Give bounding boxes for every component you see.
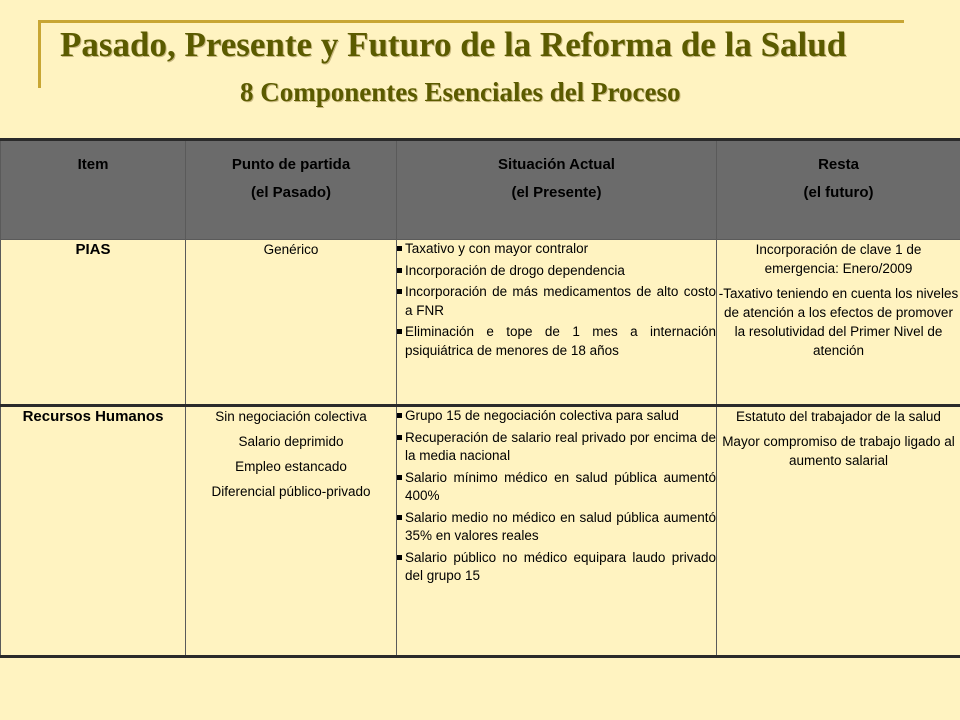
- row-item-label: PIAS: [1, 240, 186, 406]
- decorative-left-line: [38, 20, 41, 88]
- table-row: [1, 240, 960, 406]
- list-item: Salario medio no médico en salud pública aumentó 35% en valores reales: [397, 509, 716, 546]
- row-past-cell: Sin negociación colectiva Salario deprimido Empleo estancado Diferencial público-privado: [186, 406, 397, 657]
- list-item: Incorporación de más medicamentos de alto costo a FNR: [397, 283, 716, 320]
- row-present-cell: [397, 240, 717, 406]
- list-item: Taxativo y con mayor contralor: [397, 240, 716, 259]
- header-past: Punto de partida (el Pasado): [186, 140, 397, 240]
- row-present-cell: [397, 406, 717, 657]
- decorative-top-line: [38, 20, 904, 23]
- header-future: Resta (el futuro): [717, 140, 960, 240]
- table-row: [1, 406, 960, 657]
- list-item: Salario público no médico equipara laudo privado del grupo 15: [397, 549, 716, 586]
- header-present: Situación Actual (el Presente): [397, 140, 717, 240]
- row-item-label: Recursos Humanos: [1, 406, 186, 657]
- list-item: Eliminación e tope de 1 mes a internación psiquiátrica de menores de 18 años: [397, 323, 716, 360]
- list-item: Incorporación de drogo dependencia: [397, 262, 716, 281]
- page-title: Pasado, Presente y Futuro de la Reforma de la Salud: [60, 25, 847, 64]
- table-header-row: [1, 140, 960, 240]
- row-future-cell: Incorporación de clave 1 de emergencia: Enero/2009 -Taxativo teniendo en cuenta los niveles de atención a los efectos de promover la resolutividad del Primer Nivel de atención: [717, 240, 960, 406]
- row-past-cell: Genérico: [186, 240, 397, 406]
- header-item: Item: [1, 140, 186, 240]
- list-item: Recuperación de salario real privado por encima de la media nacional: [397, 429, 716, 466]
- components-table: [0, 138, 960, 658]
- row-future-cell: Estatuto del trabajador de la salud Mayor compromiso de trabajo ligado al aumento salarial: [717, 406, 960, 657]
- page-subtitle: 8 Componentes Esenciales del Proceso: [240, 77, 681, 107]
- list-item: Grupo 15 de negociación colectiva para salud: [397, 407, 716, 426]
- list-item: Salario mínimo médico en salud pública aumentó 400%: [397, 469, 716, 506]
